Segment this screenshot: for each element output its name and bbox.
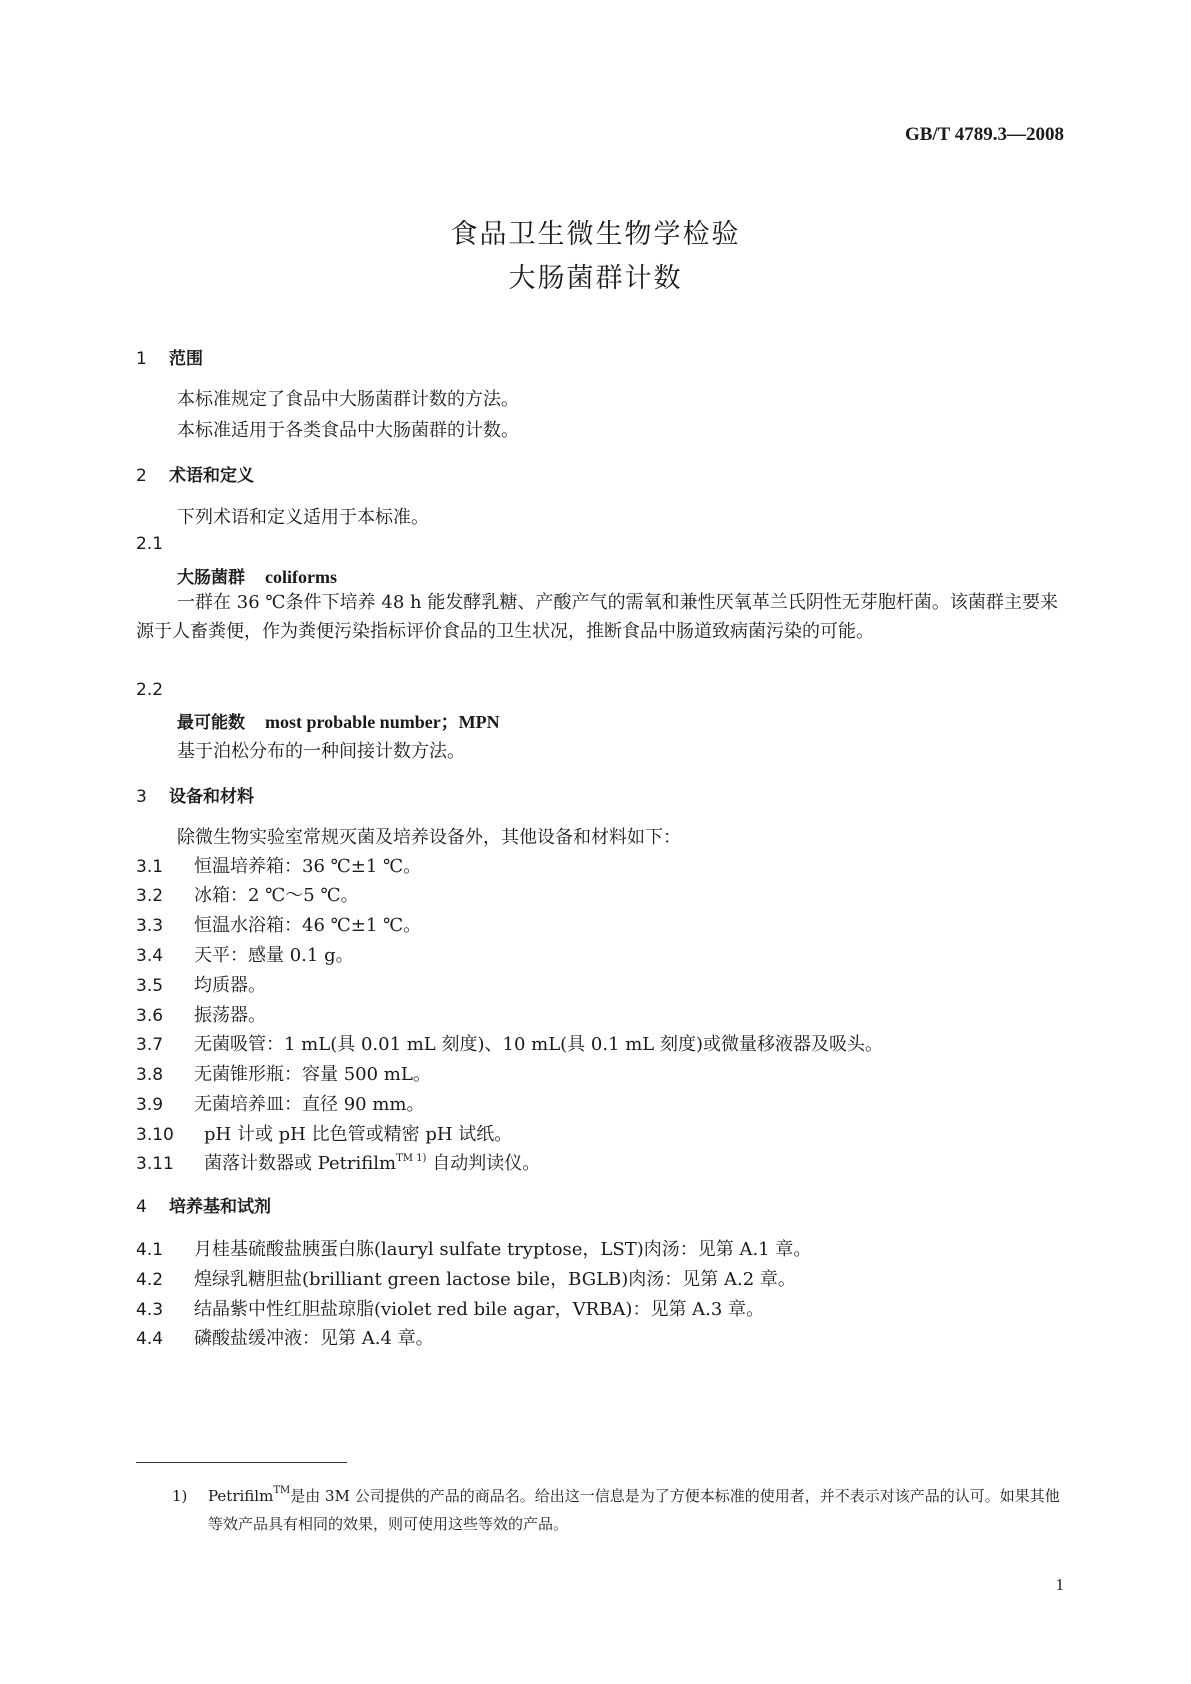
section-number: 1 [136,349,147,369]
term-en: most probable number；MPN [265,712,500,732]
list-item [136,1030,883,1056]
list-item [136,1295,764,1321]
section-4-heading [136,1192,271,1217]
list-item [136,1265,796,1291]
item-number: 4.2 [136,1270,164,1290]
list-item [136,852,421,878]
term-2-1-number: 2.1 [136,534,164,554]
item-text: 冰箱：2 ℃～5 ℃。 [194,885,359,906]
list-item [136,1090,424,1116]
section-title: 设备和材料 [169,787,254,807]
section-3-heading [136,782,254,807]
item-text: 煌绿乳糖胆盐(brilliant green lactose bile，BGLB)肉汤：见第 A.2 章。 [194,1269,796,1290]
item-text: 月桂基硫酸盐胰蛋白胨(lauryl sulfate tryptose，LST)肉汤：见第 A.1 章。 [194,1239,812,1260]
item-number: 3.1 [136,857,164,877]
section-number: 2 [136,466,147,486]
item-text: 无菌培养皿：直径 90 mm。 [194,1094,425,1115]
list-item [136,941,354,967]
list-item [136,971,266,997]
section-title: 培养基和试剂 [169,1197,271,1217]
footnote-number: 1) [172,1487,188,1505]
standard-code: GB/T 4789.3—2008 [904,124,1064,145]
item-text: pH 计或 pH 比色管或精密 pH 试纸。 [204,1124,513,1145]
term-2-1 [177,563,337,588]
section-title: 术语和定义 [169,466,254,486]
term-2-2-definition: 基于泊松分布的一种间接计数方法。 [177,741,465,762]
footnote-text-start: Petrifilm [208,1487,274,1505]
item-number: 3.10 [136,1125,174,1145]
item-number: 3.3 [136,916,164,936]
section-2-heading [136,461,254,486]
item-number: 4.4 [136,1329,164,1349]
footnote [172,1482,1062,1538]
section-number: 3 [136,787,147,807]
item-number: 4.1 [136,1240,164,1260]
term-2-1-definition: 一群在 36 ℃条件下培养 48 h 能发酵乳糖、产酸产气的需氧和兼性厌氧革兰氏阴性无芽胞杆菌。该菌群主要来源于人畜粪便，作为粪便污染指标评价食品的卫生状况，推断食品中肠道致病菌污染的可能。 [136,592,1058,642]
term-2-2 [177,708,500,734]
item-text: 振荡器。 [194,1005,266,1026]
item-text: 菌落计数器或 Petrifilm [204,1153,397,1174]
term-en: coliforms [265,567,337,587]
section-1-paragraph-1: 本标准规定了食品中大肠菌群计数的方法。 [177,389,519,410]
list-item [136,1324,434,1350]
item-number: 3.9 [136,1095,164,1115]
list-item [136,1060,431,1086]
item-number: 3.4 [136,946,164,966]
list-item [136,1235,811,1261]
footnote-separator [136,1462,347,1463]
list-item [136,1149,540,1175]
section-1-heading [136,344,203,369]
item-number: 3.8 [136,1065,164,1085]
footnote-text-rest: 是由 3M 公司提供的产品的商品名。给出这一信息是为了方便本标准的使用者，并不表示对该产品的认可。如果其他等效产品具有相同的效果，则可使用这些等效的产品。 [208,1487,1060,1533]
section-title: 范围 [169,349,203,369]
item-text: 结晶紫中性红胆盐琼脂(violet red bile agar，VRBA)：见第 A.3 章。 [194,1299,765,1320]
term-zh: 大肠菌群 [177,568,245,588]
item-number: 3.11 [136,1154,174,1174]
section-1-paragraph-2: 本标准适用于各类食品中大肠菌群的计数。 [177,420,519,441]
section-2-intro: 下列术语和定义适用于本标准。 [177,507,429,528]
item-text: 磷酸盐缓冲液：见第 A.4 章。 [194,1328,434,1349]
item-number: 3.2 [136,886,164,906]
item-number: 3.7 [136,1035,164,1055]
list-item [136,1001,266,1027]
term-2-2-number: 2.2 [136,680,164,700]
page-number: 1 [1055,1575,1064,1594]
trademark-mark: TM [273,1485,291,1496]
section-3-intro: 除微生物实验室常规灭菌及培养设备外，其他设备和材料如下： [177,827,681,848]
item-number: 3.6 [136,1006,164,1026]
item-text: 无菌吸管：1 mL(具 0.01 mL 刻度)、10 mL(具 0.1 mL 刻度)或微量移液器及吸头。 [194,1034,884,1055]
item-text: 恒温水浴箱：46 ℃±1 ℃。 [194,915,422,936]
list-item [136,1120,512,1146]
trademark-footnote-ref: TM 1) [396,1153,427,1164]
item-number: 4.3 [136,1300,164,1320]
item-text: 天平：感量 0.1 g。 [194,945,354,966]
item-text: 自动判读仪。 [426,1153,541,1174]
document-title-line2: 大肠菌群计数 [508,263,683,294]
item-text: 均质器。 [194,975,266,996]
list-item [136,911,421,937]
item-number: 3.5 [136,976,164,996]
list-item [136,881,359,907]
document-title-line1: 食品卫生微生物学检验 [450,219,741,250]
section-number: 4 [136,1197,147,1217]
item-text: 无菌锥形瓶：容量 500 mL。 [194,1064,431,1085]
item-text: 恒温培养箱：36 ℃±1 ℃。 [194,856,422,877]
footnote-text [208,1482,1062,1538]
term-zh: 最可能数 [177,713,245,733]
